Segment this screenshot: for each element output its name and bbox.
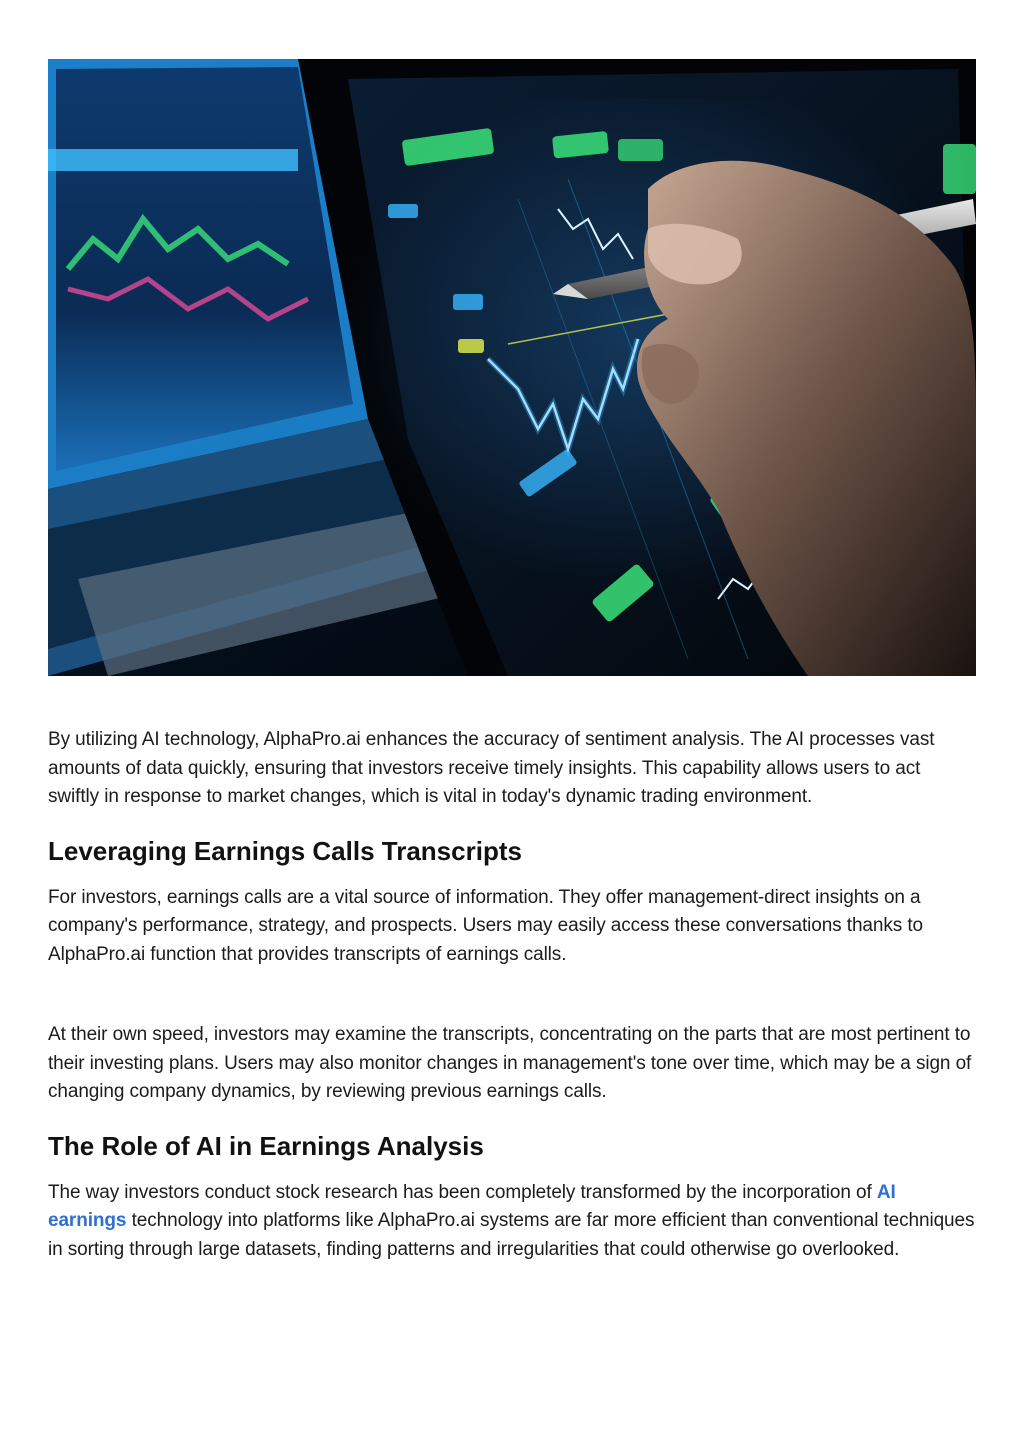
paragraph-earnings-calls-info: For investors, earnings calls are a vital source of information. They offer management-direct insights on a company's performance, strategy, and prospects. Users may easily access these conversations thanks to AlphaPro.ai function that provides transcripts of earnings calls. (48, 886, 923, 965)
ai-earnings-link[interactable]: AI earnings (48, 1181, 896, 1231)
paragraph-text-after-link: technology into platforms like AlphaPro.ai systems are far more efficient than conventional techniques in sorting through large datasets, finding patterns and irregularities that could otherwise go overlooked. (48, 1210, 975, 1260)
paragraph-sentiment-analysis: By utilizing AI technology, AlphaPro.ai enhances the accuracy of sentiment analysis. The AI processes vast amounts of data quickly, ensuring that investors receive timely insights. This capability allows users to act swiftly in response to market changes, which is vital in today's dynamic trading environment. (48, 729, 935, 807)
trading-chart-photo (48, 59, 976, 676)
article-page (48, 59, 976, 1264)
heading-ai-earnings-analysis: The Role of AI in Earnings Analysis (48, 1130, 484, 1161)
heading-earnings-calls-transcripts: Leveraging Earnings Calls Transcripts (48, 835, 522, 866)
article-body (48, 726, 976, 1264)
hero-image (48, 59, 976, 676)
paragraph-ai-stock-research (48, 1179, 976, 1265)
paragraph-text-before-link: The way investors conduct stock research has been completely transformed by the incorporation of (48, 1181, 877, 1203)
paragraph-transcript-review: At their own speed, investors may examine the transcripts, concentrating on the parts that are most pertinent to their investing plans. Users may also monitor changes in management's tone over time, which may be a sign of changing company dynamics, by reviewing previous earnings calls. (48, 1024, 972, 1102)
